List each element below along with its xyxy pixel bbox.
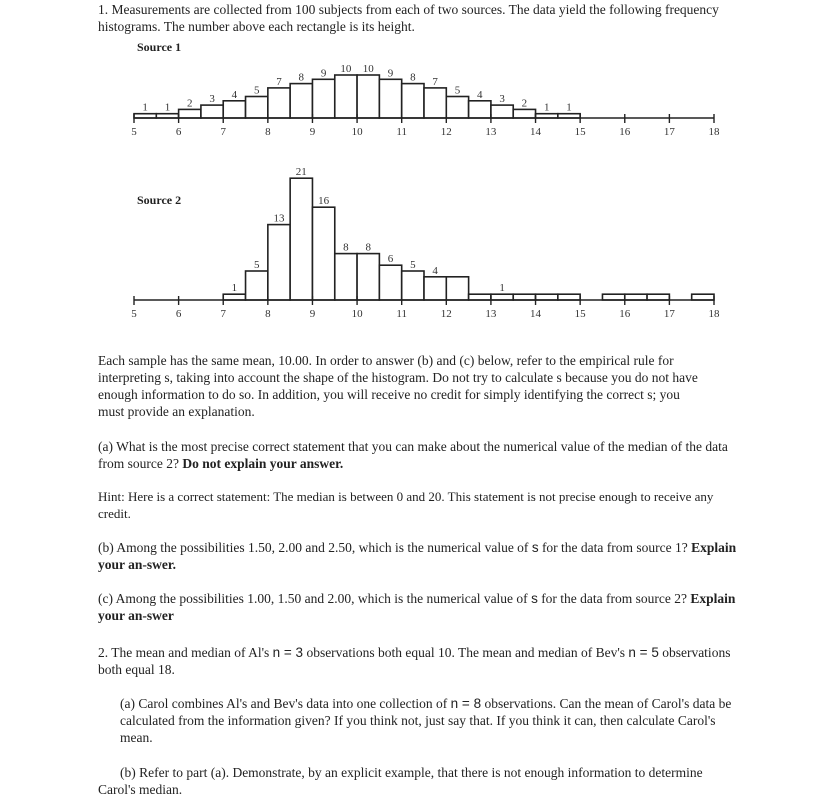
histogram-bar: [290, 178, 312, 300]
question-1c-text2: for the data from source 2?: [541, 591, 687, 606]
histogram-bar: [201, 105, 223, 118]
x-tick-label: 12: [440, 308, 452, 320]
histogram-bar: [312, 79, 334, 118]
q2-text: observations both equal 18.: [98, 645, 731, 677]
histogram-bar: [446, 97, 468, 119]
question-2b: (b) Refer to part (a). Demonstrate, by an explicit example, that there is not enough information to determine Carol's median.: [98, 765, 703, 797]
hint: Hint: Here is a correct statement: The median is between 0 and 20. This statement is not precise enough to receive any credit.: [98, 489, 714, 521]
bar-label: 5: [253, 259, 260, 271]
n-bev: n = 5: [628, 645, 659, 660]
q2-text: observations both equal 10. The mean and median of Bev's: [306, 645, 626, 660]
q2-text: 2. The mean and median of Al's: [98, 645, 270, 660]
bar-label: 1: [499, 282, 505, 295]
histogram-bar: [692, 294, 714, 300]
histogram-bar: [446, 277, 468, 300]
question-1-intro: 1. Measurements are collected from 100 subjects from each of two sources. The data yield the following frequency histograms. The number above each rectangle is its height.: [98, 2, 719, 34]
bar-label: 2: [521, 97, 528, 110]
bar-label: 3: [209, 93, 215, 106]
bar-label: 4: [231, 88, 238, 101]
n-al: n = 3: [272, 645, 304, 660]
histogram-bar: [402, 84, 424, 118]
question-1b: [98, 539, 738, 573]
question-1b-bold: Explain your an-swer.: [98, 540, 737, 572]
bar-label: 2: [187, 97, 193, 110]
histogram-bar: [246, 97, 268, 119]
bar-label: 8: [365, 241, 371, 254]
bar-label: 1: [543, 101, 550, 114]
question-1a-bold: Do not explain your answer.: [182, 456, 344, 471]
instructions-paragraph: Each sample has the same mean, 10.00. In order to answer (b) and (c) below, refer to the empirical rule for interpreting s, taking into account the shape of the histogram. Do not try to calculate s because you do not have enough information to do so. In addition, you will receive no credit for simply identifying the correct s; you must provide an explanation.: [98, 353, 698, 419]
histogram-bar: [379, 79, 401, 118]
bar-label: 5: [454, 84, 461, 97]
x-tick-label: 17: [663, 126, 675, 138]
histograms: [0, 0, 833, 340]
bar-label: 10: [362, 63, 374, 75]
histogram-bar: [335, 75, 357, 118]
question-1c-bold: Explain your an-swer: [98, 591, 736, 623]
x-tick-label: 14: [530, 126, 542, 138]
n-carol: n = 8: [450, 696, 482, 711]
x-tick-label: 5: [131, 308, 137, 320]
bar-label: 1: [142, 101, 148, 114]
histogram-bar: [246, 271, 268, 300]
bar-label: 13: [273, 212, 285, 225]
x-tick-label: 13: [485, 126, 497, 138]
question-2-intro: [98, 644, 738, 678]
bar-label: 9: [320, 67, 327, 80]
x-tick-label: 9: [309, 126, 316, 138]
histogram-bar: [469, 294, 491, 300]
question-1b-text: (b) Among the possibilities 1.50, 2.00 and 2.50, which is the numerical value of: [98, 540, 529, 555]
q2a-text: (a) Carol combines Al's and Bev's data into one collection of: [120, 696, 448, 711]
bar-label: 7: [276, 75, 282, 88]
histogram-bar: [625, 294, 647, 300]
bar-label: 1: [164, 101, 171, 114]
histogram-bar: [357, 254, 379, 300]
bar-label: 8: [343, 241, 349, 254]
bar-label: 7: [432, 75, 438, 88]
bar-label: 10: [340, 63, 352, 75]
x-tick-label: 16: [619, 126, 631, 138]
bar-label: 4: [477, 88, 483, 101]
bar-label: 9: [387, 67, 394, 80]
bar-label: 21: [295, 166, 307, 179]
x-tick-label: 12: [440, 126, 452, 138]
bar-label: 3: [499, 93, 505, 106]
histogram-bar: [379, 265, 401, 300]
bar-label: 8: [410, 71, 416, 84]
bar-label: 8: [298, 71, 305, 84]
x-tick-label: 10: [351, 126, 363, 138]
histogram-bar: [268, 225, 290, 300]
histogram-bar: [513, 109, 535, 118]
bar-label: 4: [432, 264, 438, 277]
x-tick-label: 16: [619, 308, 631, 320]
histogram-bar: [223, 101, 245, 118]
question-1a: [98, 438, 738, 472]
symbol-s: s: [531, 591, 538, 606]
histogram-bar: [558, 294, 580, 300]
bar-label: 1: [231, 282, 238, 295]
x-tick-label: 18: [708, 308, 720, 320]
histogram-bar: [357, 75, 379, 118]
histogram-bar: [513, 294, 535, 300]
histogram-source-1: [131, 63, 720, 138]
x-tick-label: 7: [220, 126, 226, 138]
histogram-bar: [424, 88, 446, 118]
x-tick-label: 17: [663, 308, 675, 320]
x-tick-label: 8: [265, 126, 271, 138]
x-tick-label: 15: [574, 126, 586, 138]
bar-label: 1: [566, 101, 572, 114]
histogram-bar: [402, 271, 424, 300]
question-1c-text: (c) Among the possibilities 1.00, 1.50 and 2.00, which is the numerical value of: [98, 591, 528, 606]
x-tick-label: 18: [708, 126, 720, 138]
x-tick-label: 6: [175, 308, 182, 320]
x-tick-label: 7: [220, 308, 226, 320]
source-2-title: Source 2: [137, 193, 182, 207]
histogram-bar: [536, 294, 558, 300]
histogram-bar: [424, 277, 446, 300]
x-tick-label: 11: [396, 126, 407, 138]
bar-label: 16: [318, 195, 330, 208]
histogram-bar: [491, 105, 513, 118]
histogram-bar: [223, 294, 245, 300]
histogram-bar: [179, 109, 201, 118]
symbol-s: s: [531, 540, 539, 555]
histogram-bar: [268, 88, 290, 118]
q2a-text2: observations. Can the mean of Carol's data be calculated from the information given? If you think not, just say that. If you think it can, then calculate Carol's mean.: [120, 696, 732, 745]
question-1c: [98, 590, 738, 624]
x-tick-label: 8: [265, 308, 271, 320]
bar-label: 5: [410, 259, 416, 271]
histogram-bar: [491, 294, 513, 300]
x-tick-label: 13: [485, 308, 497, 320]
histogram-bar: [335, 254, 357, 300]
histogram-bar: [602, 294, 624, 300]
x-tick-label: 14: [530, 308, 542, 320]
x-tick-label: 10: [351, 308, 363, 320]
histogram-bar: [312, 207, 334, 300]
question-1b-text2: for the data from source 1?: [541, 540, 688, 555]
bar-label: 6: [387, 253, 394, 266]
histogram-bar: [469, 101, 491, 118]
x-tick-label: 5: [131, 126, 137, 138]
x-tick-label: 11: [396, 308, 407, 320]
bar-label: 5: [253, 84, 260, 97]
question-1a-text: (a) What is the most precise correct statement that you can make about the numerical value of the median of the data from source 2?: [98, 439, 728, 471]
histogram-bar: [647, 294, 669, 300]
source-1-title: Source 1: [137, 40, 182, 54]
x-tick-label: 9: [309, 308, 316, 320]
question-2a: [120, 695, 735, 746]
histogram-source-2: [131, 166, 720, 320]
x-tick-label: 15: [574, 308, 586, 320]
x-tick-label: 6: [175, 126, 182, 138]
histogram-bar: [290, 84, 312, 118]
